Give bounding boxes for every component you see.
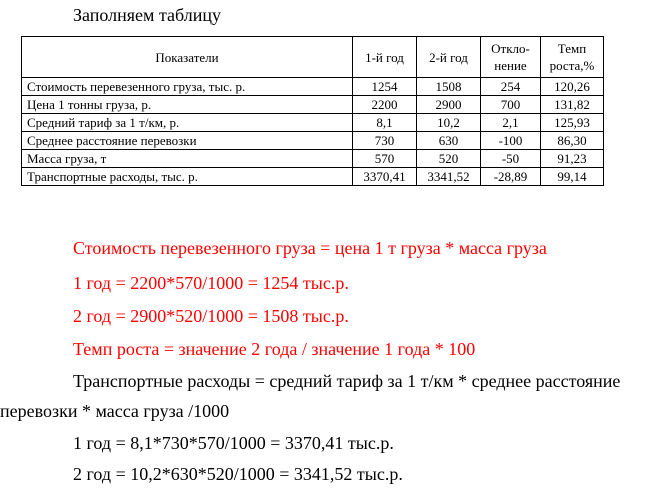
cell-year-1: 570 [353,150,417,168]
table-header-row [22,37,604,78]
cell-growth-rate: 120,26 [541,78,604,96]
table-row [22,96,604,114]
cell-deviation: -28,89 [481,168,541,186]
header-growth-line2: роста,% [549,58,595,73]
cell-indicator: Масса груза, т [22,150,353,168]
cell-year-1: 730 [353,132,417,150]
cell-year-1: 8,1 [353,114,417,132]
header-deviation-line2: нение [494,58,527,73]
header-growth-line1: Темп [557,41,587,56]
cell-deviation: -50 [481,150,541,168]
cell-deviation: -100 [481,132,541,150]
header-deviation-line1: Откло- [491,41,530,56]
cell-indicator: Среднее расстояние перевозки [22,132,353,150]
cell-year-2: 630 [417,132,481,150]
header-indicators: Показатели [22,37,353,78]
cell-year-2: 520 [417,150,481,168]
cell-year-2: 1508 [417,78,481,96]
cell-deviation: 700 [481,96,541,114]
header-deviation [481,37,541,78]
cell-indicator: Цена 1 тонны груза, р. [22,96,353,114]
cell-growth-rate: 86,30 [541,132,604,150]
calc-transport-year-2: 2 год = 10,2*630*520/1000 = 3341,52 тыс.р. [73,464,403,484]
calc-transport-year-1: 1 год = 8,1*730*570/1000 = 3370,41 тыс.р. [73,433,394,453]
table-row [22,114,604,132]
cell-growth-rate: 91,23 [541,150,604,168]
formula-cost: Стоимость перевезенного груза = цена 1 т груза * масса груза [73,238,547,258]
table-row [22,132,604,150]
table-row [22,168,604,186]
header-year-1: 1-й год [353,37,417,78]
cell-year-1: 3370,41 [353,168,417,186]
formula-transport-costs: Транспортные расходы = средний тариф за 1 т/км * среднее расстояние [73,371,621,391]
table-row [22,78,604,96]
header-growth-rate [541,37,604,78]
calc-cost-year-2: 2 год = 2900*520/1000 = 1508 тыс.р. [73,306,349,326]
formula-growth-rate: Темп роста = значение 2 года / значение 1 года * 100 [73,339,476,359]
calc-cost-year-1: 1 год = 2200*570/1000 = 1254 тыс.р. [73,273,349,293]
indicators-table [21,36,604,186]
header-year-2: 2-й год [417,37,481,78]
cell-year-1: 1254 [353,78,417,96]
cell-growth-rate: 125,93 [541,114,604,132]
cell-deviation: 2,1 [481,114,541,132]
cell-growth-rate: 99,14 [541,168,604,186]
formula-transport-costs-cont: перевозки * масса груза /1000 [0,401,230,421]
cell-year-2: 2900 [417,96,481,114]
cell-indicator: Стоимость перевезенного груза, тыс. р. [22,78,353,96]
cell-indicator: Транспортные расходы, тыс. р. [22,168,353,186]
cell-year-2: 10,2 [417,114,481,132]
cell-growth-rate: 131,82 [541,96,604,114]
cell-year-1: 2200 [353,96,417,114]
cell-year-2: 3341,52 [417,168,481,186]
cell-deviation: 254 [481,78,541,96]
cell-indicator: Средний тариф за 1 т/км, р. [22,114,353,132]
section-heading: Заполняем таблицу [73,5,221,25]
table-row [22,150,604,168]
